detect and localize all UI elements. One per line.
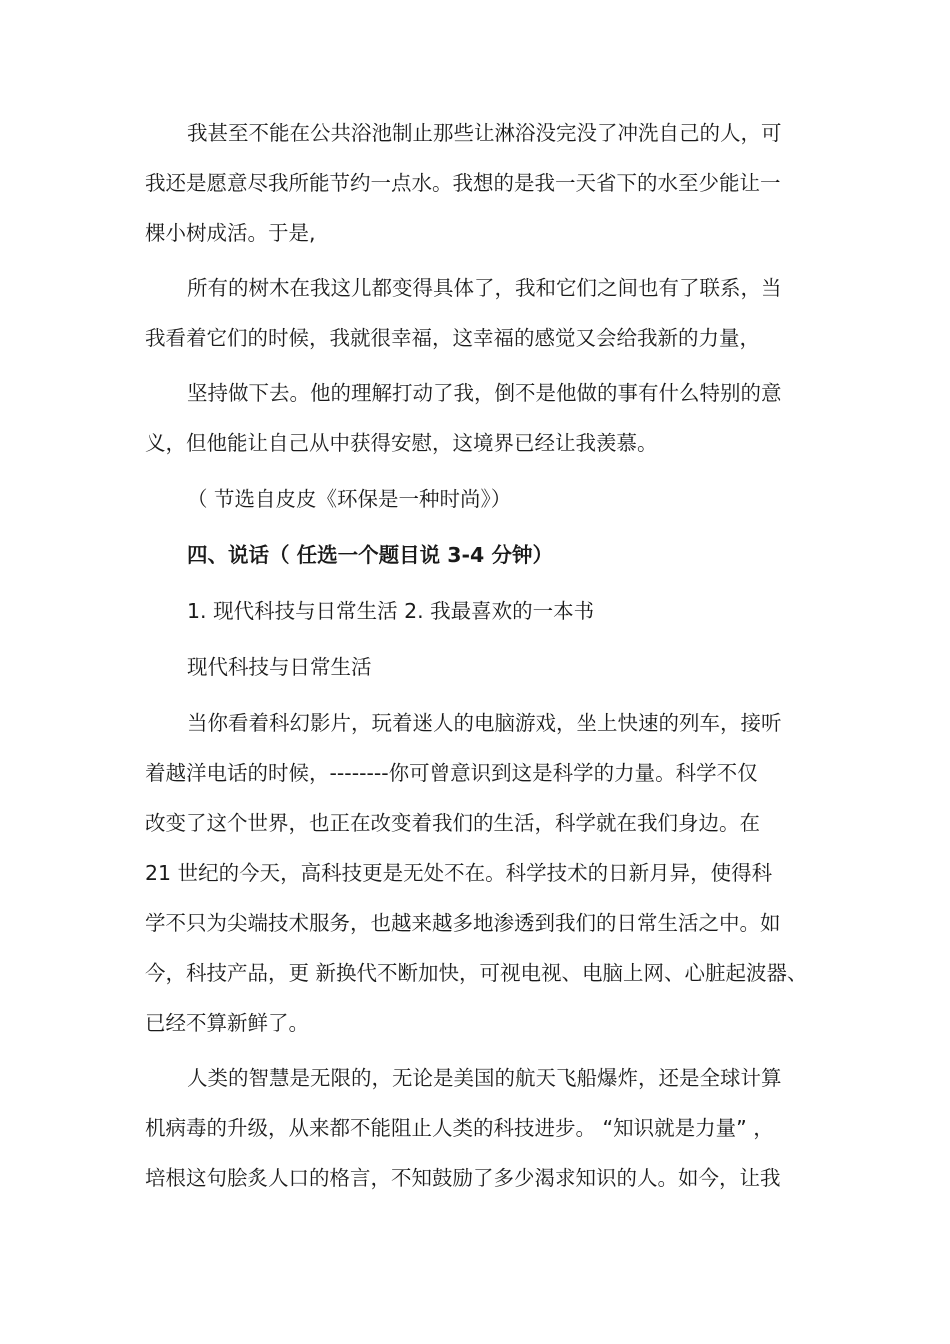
source-citation: （ 节选自皮皮《环保是一种时尚》）	[187, 487, 512, 511]
topic-title: 现代科技与日常生活	[187, 655, 372, 679]
paragraph-line: 今，科技产品，更 新换代不断加快，可视电视、电脑上网、心脏起波器、	[145, 961, 808, 985]
paragraph-line: 所有的树木在我这儿都变得具体了，我和它们之间也有了联系，当	[187, 276, 782, 300]
paragraph-line: 我看着它们的时候，我就很幸福，这幸福的感觉又会给我新的力量，	[145, 326, 760, 350]
paragraph-line: 21 世纪的今天，高科技更是无处不在。科学技术的日新月异，使得科	[145, 861, 773, 885]
paragraph-line: 坚持做下去。他的理解打动了我，倒不是他做的事有什么特别的意	[187, 381, 782, 405]
section-heading: 四、说话（ 任选一个题目说 3-4 分钟）	[187, 543, 553, 567]
paragraph-line: 学不只为尖端技术服务，也越来越多地渗透到我们的日常生活之中。如	[145, 911, 781, 935]
paragraph-line: 我还是愿意尽我所能节约一点水。我想的是我一天省下的水至少能让一	[145, 171, 781, 195]
topic-options: 1. 现代科技与日常生活 2. 我最喜欢的一本书	[187, 599, 595, 623]
paragraph-line: 我甚至不能在公共浴池制止那些让淋浴没完没了冲洗自己的人，可	[187, 121, 782, 145]
paragraph-line: 改变了这个世界，也正在改变着我们的生活，科学就在我们身边。在	[145, 811, 760, 835]
paragraph-line: 人类的智慧是无限的，无论是美国的航天飞船爆炸，还是全球计算	[187, 1066, 782, 1090]
paragraph-line: 当你看着科幻影片，玩着迷人的电脑游戏，坐上快速的列车，接听	[187, 711, 782, 735]
paragraph-line: 机病毒的升级，从来都不能阻止人类的科技进步。 “知识就是力量” ，	[145, 1116, 774, 1140]
paragraph-line: 培根这句脍炙人口的格言，不知鼓励了多少渴求知识的人。如今，让我	[145, 1166, 781, 1190]
paragraph-line: 棵小树成活。于是,	[145, 221, 316, 245]
paragraph-line: 义，但他能让自己从中获得安慰，这境界已经让我羡慕。	[145, 431, 658, 455]
paragraph-line: 已经不算新鲜了。	[145, 1011, 309, 1035]
paragraph-line: 着越洋电话的时候，--------你可曾意识到这是科学的力量。科学不仅	[145, 761, 758, 785]
